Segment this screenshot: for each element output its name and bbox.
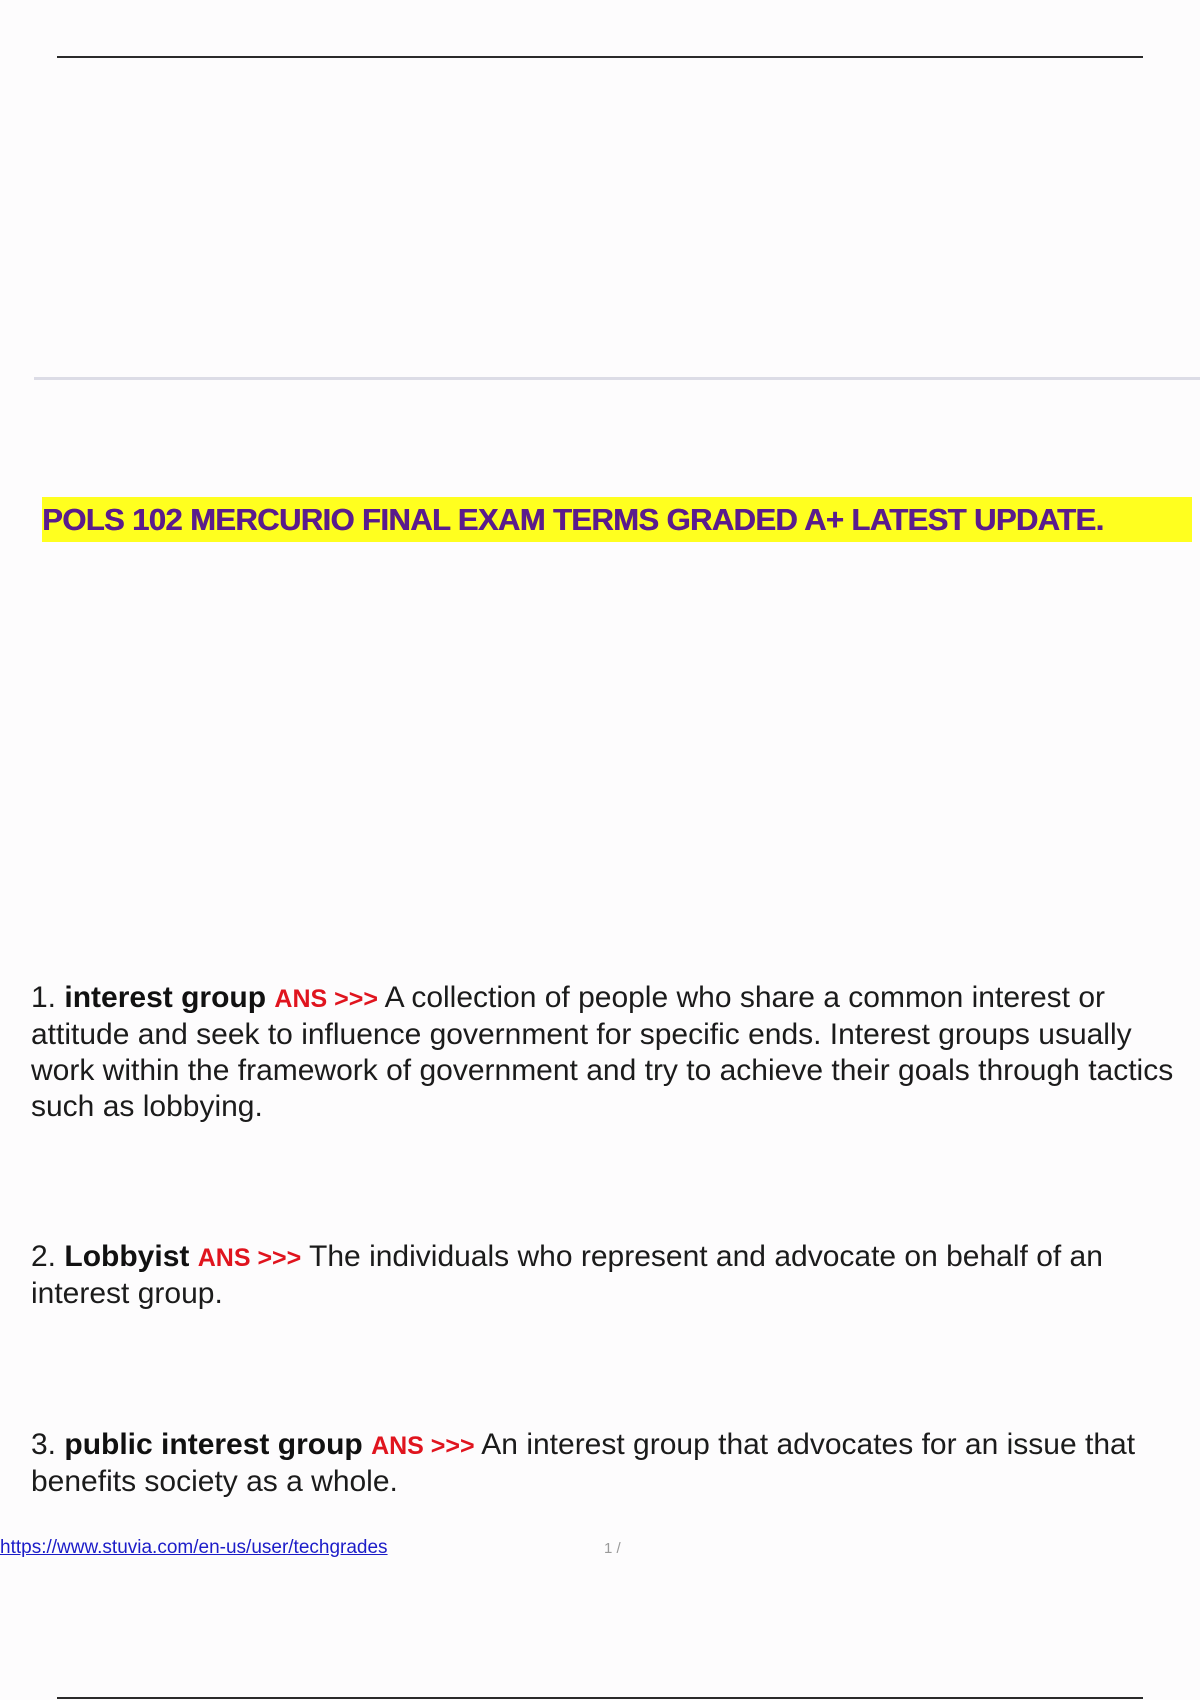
list-item (31, 980, 1191, 1125)
item-term: Lobbyist (64, 1240, 190, 1273)
ans-marker: ANS >>> (197, 1244, 302, 1272)
document-title: POLS 102 MERCURIO FINAL EXAM TERMS GRADED A+ LATEST UPDATE. (42, 502, 1104, 537)
item-definition: The individuals who represent and advocate on behalf of an interest group. (31, 1240, 1103, 1310)
item-number: 2. (31, 1240, 57, 1273)
page-number: 1 / (604, 1540, 621, 1557)
item-number: 3. (31, 1428, 57, 1461)
item-term: interest group (64, 981, 267, 1014)
footer-link[interactable]: https://www.stuvia.com/en-us/user/techgrades (0, 1537, 388, 1558)
top-rule (57, 56, 1143, 58)
list-item (31, 1239, 1191, 1312)
item-term: public interest group (64, 1428, 363, 1461)
list-item (31, 1427, 1191, 1500)
item-definition: An interest group that advocates for an issue that benefits society as a whole. (31, 1428, 1136, 1498)
bottom-rule (57, 1697, 1143, 1699)
ans-marker: ANS >>> (371, 1432, 475, 1460)
item-number: 1. (31, 981, 57, 1014)
ans-marker: ANS >>> (274, 985, 378, 1013)
item-definition: A collection of people who share a common interest or attitude and seek to influence government for specific ends. Interest groups usually work within the framework of government and try to achieve their goals through tactics such as lobbying. (31, 981, 1174, 1123)
header-divider (34, 377, 1200, 380)
title-highlight (42, 497, 1192, 542)
